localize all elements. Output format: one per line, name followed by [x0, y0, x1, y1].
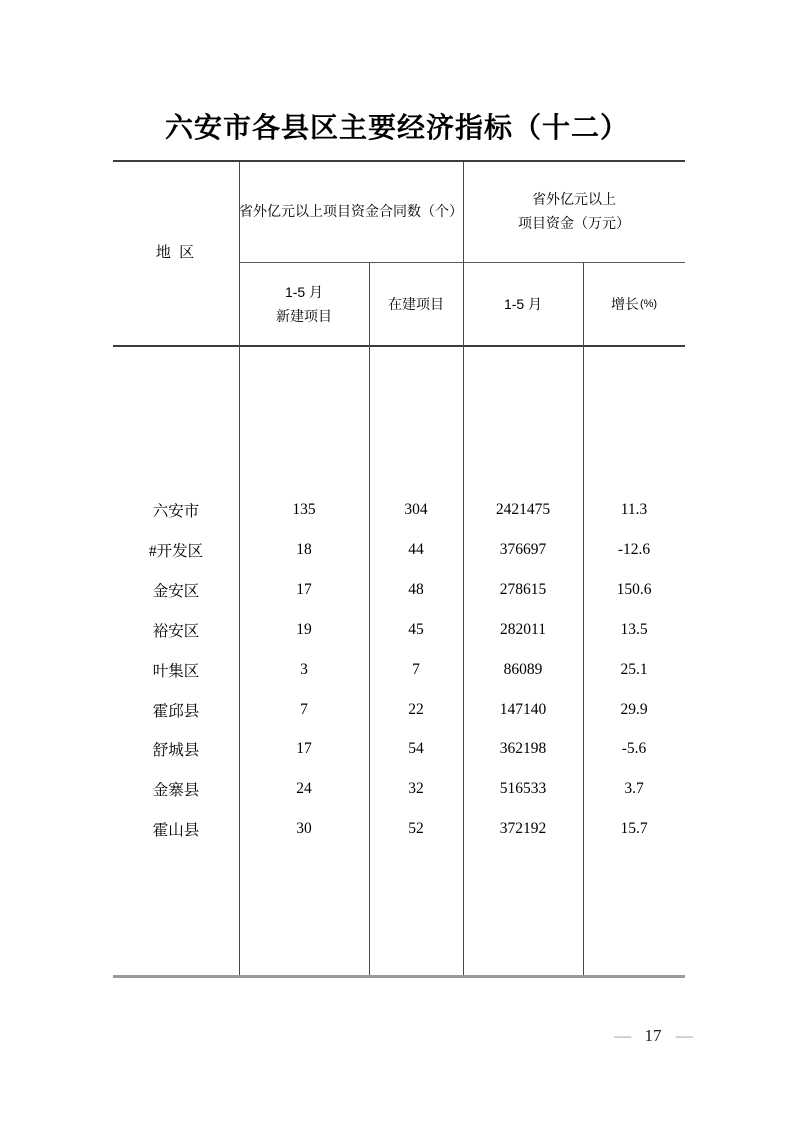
- cell-under-construction: 48: [408, 580, 424, 598]
- funds-group-header: [463, 160, 685, 262]
- cell-growth: -5.6: [621, 740, 647, 758]
- cell-growth: 11.3: [620, 501, 648, 518]
- table-row: [113, 690, 685, 730]
- new-projects-subheader: [239, 262, 369, 345]
- cell-funds: 516533: [499, 780, 547, 798]
- cell-region: #开发区: [148, 542, 204, 560]
- cell-growth: -12.6: [617, 540, 651, 558]
- cell-funds: 372192: [499, 820, 547, 838]
- under-construction-subheader: [369, 262, 463, 345]
- table-header-body-separator-line: [113, 345, 685, 347]
- cell-region: 叶集区: [152, 662, 200, 680]
- cell-new-projects: 3: [300, 660, 308, 678]
- cell-region: 金寨县: [152, 782, 200, 800]
- table-row: [113, 570, 685, 610]
- cell-new-projects: 17: [296, 580, 312, 598]
- table-row: [113, 809, 685, 849]
- table-row: [113, 490, 685, 530]
- page-number-value: 17: [644, 1026, 662, 1045]
- cell-region: 霍邱县: [152, 702, 200, 720]
- cell-new-projects: 19: [296, 620, 312, 638]
- cell-under-construction: 54: [408, 740, 424, 758]
- cell-region: 金安区: [152, 582, 200, 600]
- cell-new-projects: 135: [292, 501, 316, 518]
- table-bottom-border: [113, 975, 685, 978]
- under-construction-label: 在建项目: [388, 295, 444, 312]
- cell-region: 六安市: [152, 503, 200, 520]
- funds-period-label: 1-5 月: [503, 295, 543, 312]
- cell-under-construction: 7: [412, 660, 420, 678]
- region-header-label: 地 区: [155, 243, 197, 261]
- growth-subheader: [583, 262, 685, 345]
- page-number: [545, 1026, 761, 1046]
- cell-growth: 25.1: [620, 660, 648, 678]
- page-title: 六安市各县区主要经济指标（十二）: [164, 112, 629, 143]
- table-row: [113, 610, 685, 650]
- cell-new-projects: 7: [300, 700, 308, 718]
- cell-funds: 282011: [500, 620, 546, 638]
- page-number-right-dash: —: [675, 1026, 692, 1045]
- cell-new-projects: 18: [296, 540, 312, 558]
- cell-new-projects: 24: [296, 780, 312, 798]
- cell-growth: 15.7: [620, 820, 648, 838]
- cell-growth: 3.7: [624, 780, 644, 798]
- cell-funds: 362198: [499, 740, 547, 758]
- table-row: [113, 650, 685, 690]
- cell-under-construction: 52: [408, 820, 424, 838]
- cell-region: 裕安区: [152, 622, 200, 640]
- cell-new-projects: 30: [296, 820, 312, 838]
- cell-under-construction: 22: [408, 700, 424, 718]
- cell-under-construction: 304: [404, 501, 428, 518]
- table-row: [113, 769, 685, 809]
- cell-under-construction: 32: [408, 780, 424, 798]
- cell-under-construction: 45: [408, 620, 424, 638]
- cell-region: 舒城县: [152, 742, 200, 760]
- cell-funds: 376697: [499, 540, 547, 558]
- region-column-header: [113, 160, 239, 345]
- cell-funds: 278615: [499, 580, 547, 598]
- cell-growth: 29.9: [620, 700, 648, 718]
- growth-unit-label: (%): [639, 297, 658, 310]
- contracts-group-header: [239, 160, 463, 262]
- cell-growth: 150.6: [616, 580, 652, 598]
- cell-funds: 2421475: [495, 501, 551, 518]
- funds-group-label-line2: 项目资金（万元）: [518, 215, 630, 231]
- page-number-left-dash: —: [614, 1026, 631, 1045]
- funds-group-label-line1: 省外亿元以上: [532, 191, 616, 207]
- cell-new-projects: 17: [296, 740, 312, 758]
- growth-label: 增长: [610, 295, 639, 312]
- cell-growth: 13.5: [620, 620, 648, 638]
- funds-period-subheader: [463, 262, 583, 345]
- new-projects-label-line1: 1-5 月: [284, 283, 324, 300]
- cell-funds: 86089: [503, 660, 543, 678]
- table-row: [113, 530, 685, 570]
- cell-funds: 147140: [499, 700, 547, 718]
- new-projects-label-line2: 新建项目: [276, 307, 332, 324]
- table-row: [113, 729, 685, 769]
- contracts-group-label: 省外亿元以上项目资金合同数（个）: [239, 203, 463, 219]
- cell-under-construction: 44: [408, 540, 424, 558]
- cell-region: 霍山县: [152, 822, 200, 840]
- economic-indicators-table: [113, 160, 685, 978]
